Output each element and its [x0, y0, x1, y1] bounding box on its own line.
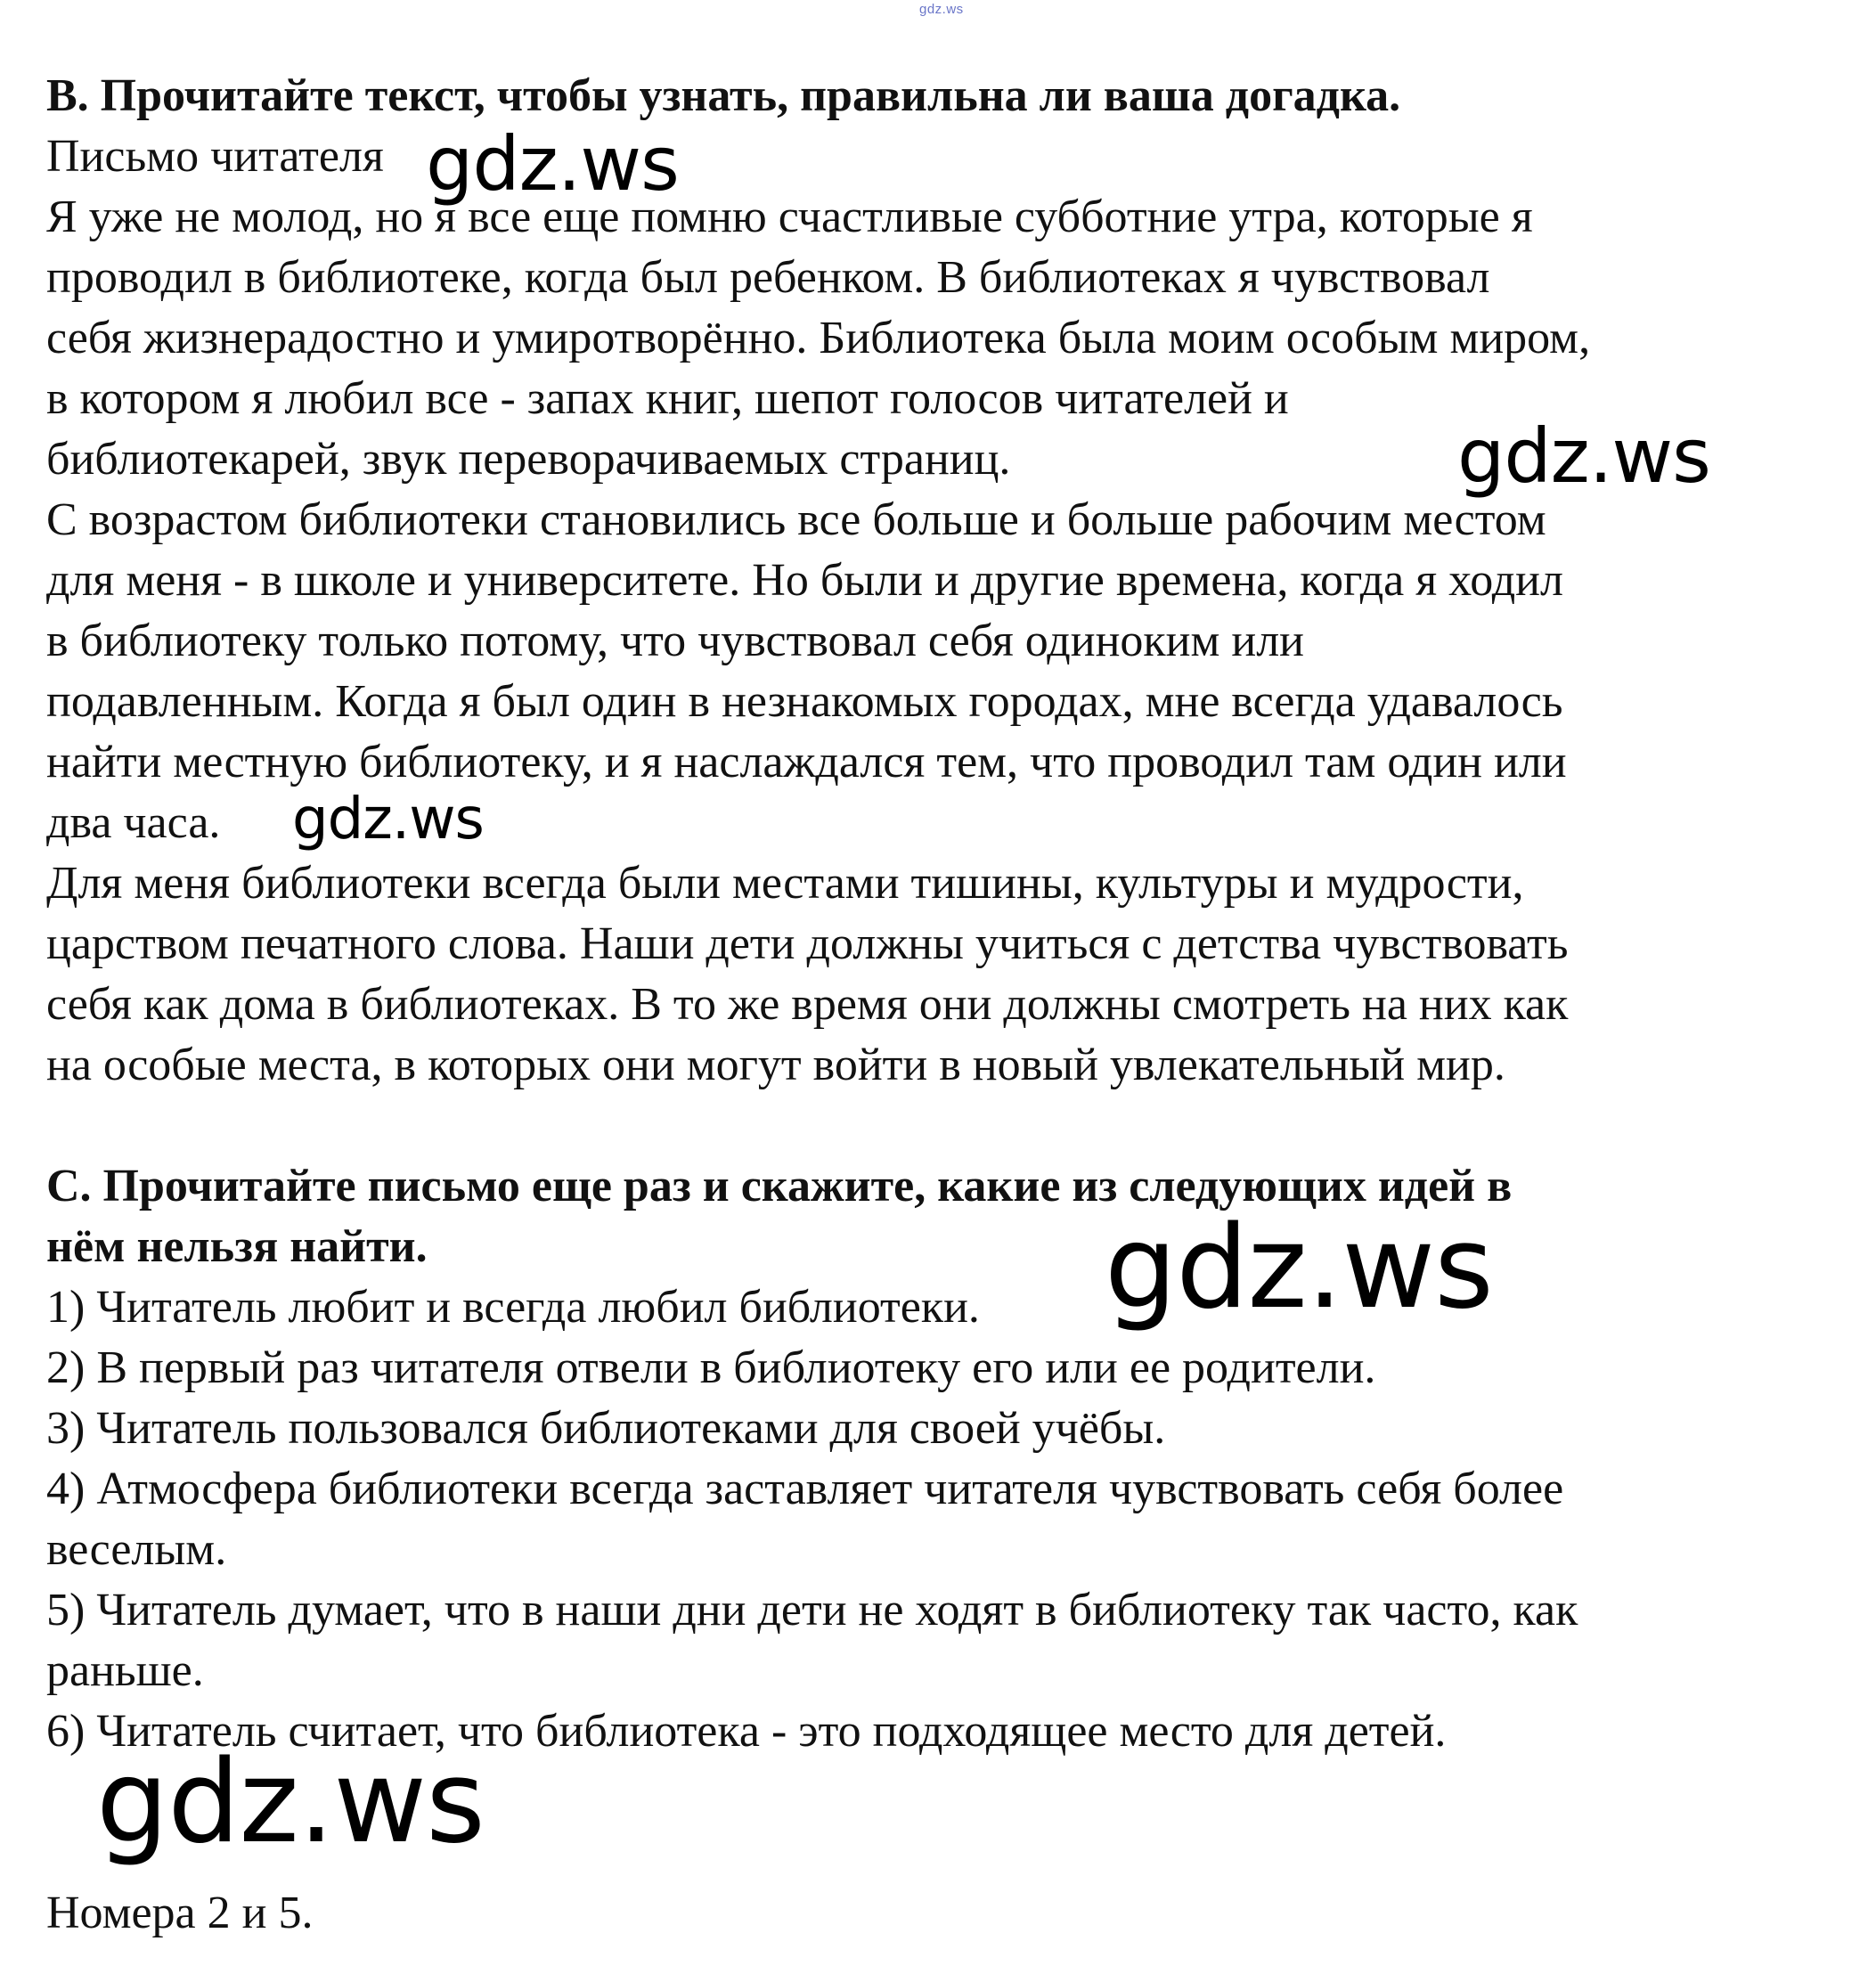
watermark: gdz.ws — [1105, 1202, 1493, 1334]
letter-line: проводил в библиотеке, когда был ребенком. В библиотеках я чувствовал — [46, 252, 1490, 303]
list-item: 5) Читатель думает, что в наши дни дети не ходят в библиотеку так часто, как — [46, 1585, 1578, 1635]
watermark: gdz.ws — [292, 787, 484, 852]
letter-line: себя как дома в библиотеках. В то же время они должны смотреть на них как — [46, 979, 1569, 1030]
watermark: gdz.ws — [96, 1736, 485, 1869]
letter-line: себя жизнерадостно и умиротворённо. Библиотека была моим особым миром, — [46, 313, 1591, 363]
list-item: 3) Читатель пользовался библиотеками для своей учёбы. — [46, 1403, 1166, 1454]
section-c-heading: нём нельзя найти. — [46, 1221, 428, 1272]
document-page — [46, 66, 1837, 1944]
letter-line: подавленным. Когда я был один в незнакомых городах, мне всегда удавалось — [46, 676, 1563, 727]
letter-line: библиотекарей, звук переворачиваемых страниц. — [46, 434, 1011, 485]
letter-body — [46, 187, 1837, 1096]
list-item: веселым. — [46, 1524, 227, 1575]
list-item: 6) Читатель считает, что библиотека - это подходящее место для детей. — [46, 1706, 1447, 1757]
letter-line: на особые места, в которых они могут войти в новый увлекательный мир. — [46, 1040, 1505, 1090]
letter-line: Я уже не молод, но я все еще помню счастливые субботние утра, которые я — [46, 192, 1533, 242]
section-b-heading: B. Прочитайте текст, чтобы узнать, правильна ли ваша догадка. — [46, 70, 1401, 121]
letter-line: С возрастом библиотеки становились все больше и больше рабочим местом — [46, 494, 1546, 545]
letter-line: в котором я любил все - запах книг, шепот голосов читателей и — [46, 373, 1289, 424]
list-item: раньше. — [46, 1645, 204, 1696]
letter-title: Письмо читателя — [46, 131, 384, 182]
letter-line: Для меня библиотеки всегда были местами тишины, культуры и мудрости, — [46, 858, 1524, 909]
letter-line: для меня - в школе и университете. Но были и другие времена, когда я ходил — [46, 555, 1563, 606]
watermark: gdz.ws — [426, 120, 679, 208]
letter-line: в библиотеку только потому, что чувствовал себя одиноким или — [46, 616, 1304, 666]
letter-line: два часа. — [46, 797, 221, 848]
letter-line: найти местную библиотеку, и я наслаждался тем, что проводил там один или — [46, 737, 1567, 787]
top-watermark: gdz.ws — [919, 2, 964, 17]
statements-list — [46, 1277, 1837, 1762]
answer-text: Номера 2 и 5. — [46, 1888, 314, 1938]
section-c-heading: C. Прочитайте письмо еще раз и скажите, какие из следующих идей в — [46, 1161, 1513, 1211]
watermark: gdz.ws — [1457, 412, 1710, 500]
list-item: 4) Атмосфера библиотеки всегда заставляет читателя чувствовать себя более — [46, 1464, 1564, 1514]
letter-line: царством печатного слова. Наши дети должны учиться с детства чувствовать — [46, 918, 1569, 969]
spacer — [46, 1096, 1837, 1156]
list-item: 1) Читатель любит и всегда любил библиотеки. — [46, 1282, 980, 1333]
list-item: 2) В первый раз читателя отвели в библиотеку его или ее родители. — [46, 1342, 1376, 1393]
